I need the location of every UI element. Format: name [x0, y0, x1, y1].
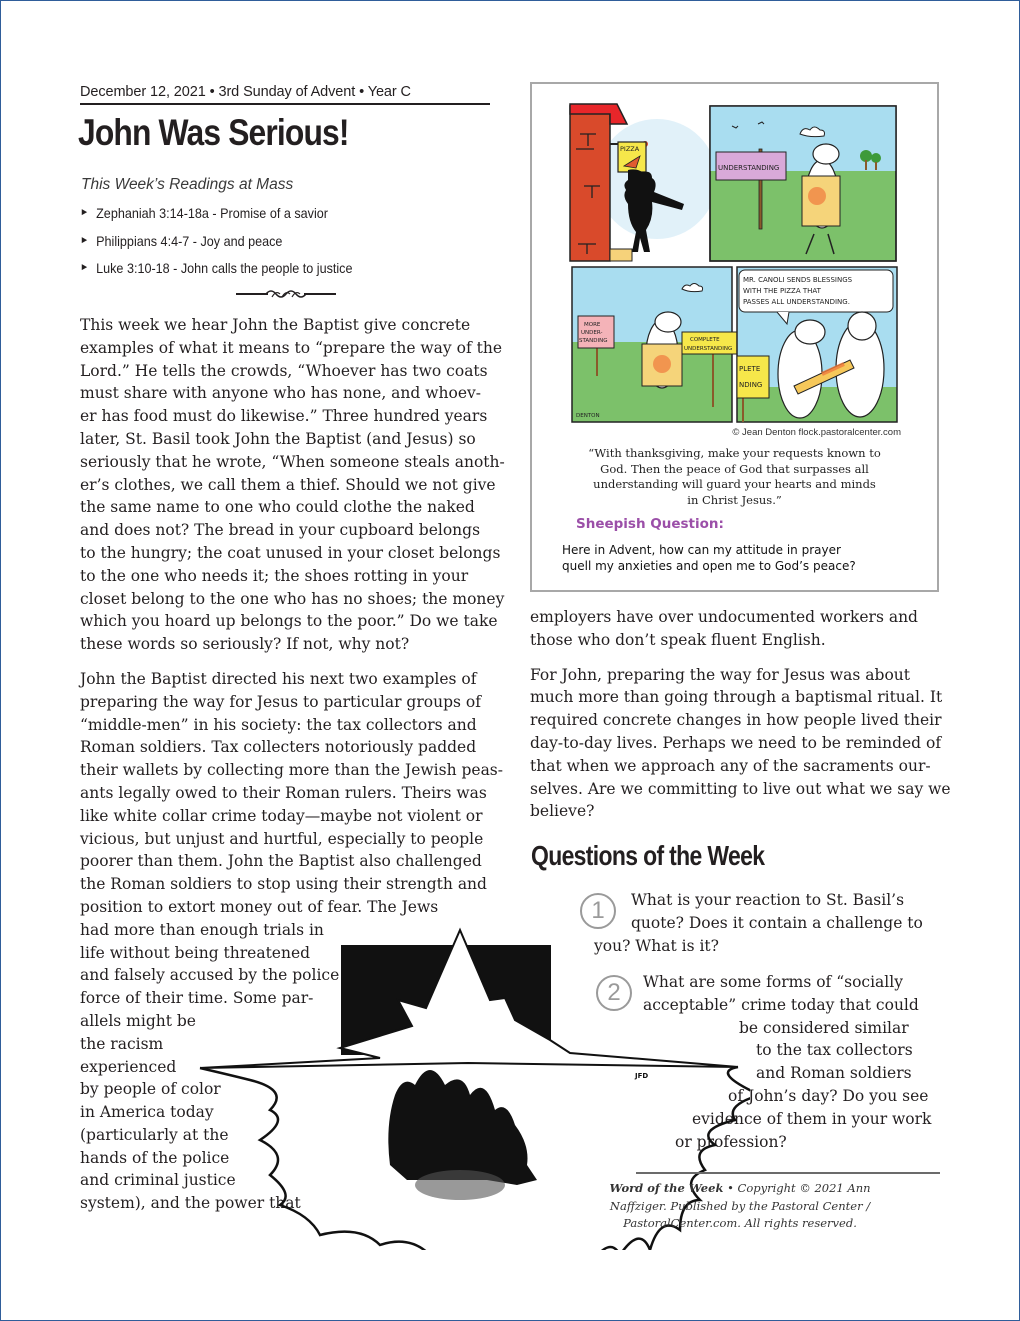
question-line: acceptable” crime today that could: [643, 995, 919, 1014]
text-line: position to extort money out of fear. The Jews: [80, 897, 439, 916]
text-line: and does not? The bread in your cupboard belongs: [80, 521, 481, 540]
comic-panel-2: [710, 106, 896, 261]
reading-item: [80, 258, 352, 286]
readings-list: [80, 203, 383, 286]
questions-heading: Questions of the Week: [531, 840, 765, 871]
question-1-number-icon: 1: [580, 893, 616, 929]
question-line: What is your reaction to St. Basil’s: [631, 891, 905, 909]
footer-divider: [636, 1172, 940, 1174]
reading-label: Zephaniah 3:14-18a - Promise of a savior: [96, 205, 328, 221]
text-line: had more than enough trials in: [80, 920, 324, 939]
pizza-sign-text: PIZZA: [620, 145, 640, 153]
question-line: evidence of them in your work: [692, 1109, 932, 1128]
verse-line: understanding will guard your hearts and minds: [593, 477, 876, 491]
holy-family-figures: [388, 1070, 537, 1200]
text-line: required concrete changes in how people lived their: [530, 711, 942, 730]
text-line: like white collar crime today—maybe not violent or: [80, 806, 483, 825]
scripture-verse: [562, 446, 907, 508]
article-right-column: [530, 606, 951, 835]
text-line: to the one who needs it; the shoes rotting in your: [80, 566, 469, 585]
question-line: of John’s day? Do you see: [728, 1086, 929, 1105]
question-2-number-icon: 2: [596, 975, 632, 1011]
text-line: hands of the police: [80, 1148, 230, 1167]
copyright-footer: [580, 1180, 900, 1233]
sheepish-question: [562, 542, 922, 574]
right-triangle-icon: ►: [80, 207, 89, 218]
text-line: those who don’t speak fluent English.: [530, 630, 826, 649]
understanding-sign-text: UNDERSTANDING: [718, 164, 780, 172]
comic-panel-1: [570, 104, 717, 261]
text-line: preparing the way for Jesus to particular groups of: [80, 692, 481, 711]
text-line: force of their time. Some par-: [80, 989, 314, 1008]
question-line: quote? Does it contain a challenge to: [631, 913, 923, 932]
right-triangle-icon: ►: [80, 262, 89, 273]
footer-copyright: • Copyright © 2021 Ann: [723, 1181, 871, 1195]
text-line: day-to-day lives. Perhaps we need to be reminded of: [530, 733, 942, 752]
text-line: and falsely accused by the police: [80, 966, 340, 985]
readings-heading: This Week’s Readings at Mass: [81, 176, 294, 193]
cartoon-credit: © Jean Denton flock.pastoralcenter.com: [732, 427, 901, 438]
text-line: allels might be: [80, 1011, 196, 1030]
comic-panel-3: [572, 267, 750, 422]
text-line: system), and the power that: [80, 1194, 301, 1213]
text-line: in America today: [80, 1103, 214, 1122]
text-line: Lord.” He tells the crowds, “Whoever has two coats: [80, 361, 488, 380]
text-line: much more than going through a baptismal ritual. It: [530, 688, 943, 707]
text-line: the racism: [80, 1034, 164, 1053]
page-title: John Was Serious!: [78, 112, 349, 153]
dateline: December 12, 2021 • 3rd Sunday of Advent • Year C: [80, 84, 490, 105]
cartoon-box: [530, 82, 939, 592]
text-line: the Roman soldiers to stop using their strength and: [80, 875, 487, 894]
article-paragraph-3: [530, 664, 951, 824]
text-line: (particularly at the: [80, 1125, 229, 1144]
text-line: must share with anyone who has none, and whoev-: [80, 384, 481, 403]
text-line: “middle-men” in his society: the tax collectors and: [80, 715, 477, 734]
text-line: For John, preparing the way for Jesus was about: [530, 665, 911, 684]
illustrator-signature: JFD: [635, 1072, 649, 1080]
question-line: or profession?: [675, 1132, 787, 1151]
question-line: be considered similar: [739, 1018, 909, 1037]
text-line: er’s clothes, we call them a thief. Should we not give: [80, 475, 496, 494]
verse-line: “With thanksgiving, make your requests known to: [588, 446, 881, 460]
text-line: to the hungry; the coat unused in your closet belongs: [80, 543, 501, 562]
text-line: their wallets by collecting more than the Jewish peas-: [80, 761, 504, 780]
question-line: you? What is it?: [594, 936, 719, 955]
text-line: seriously that he wrote, “When someone steals anoth-: [80, 452, 505, 471]
text-line: vicious, but unjust and hurtful, especially to people: [80, 829, 484, 848]
question-line: and Roman soldiers: [756, 1064, 912, 1083]
text-line: selves. Are we committing to live out what we say we: [530, 779, 951, 798]
text-line: John the Baptist directed his next two examples of: [80, 669, 477, 688]
text-line: that when we approach any of the sacraments our-: [530, 756, 931, 775]
partial-sign: PLETE NDING: [739, 365, 763, 389]
complete-understanding-sign: COMPLETE UNDERSTANDING: [684, 337, 733, 352]
text-line: experienced: [80, 1057, 177, 1076]
text-line: examples of what it means to “prepare the way of the: [80, 338, 502, 357]
question-line: quell my anxieties and open me to God’s peace?: [562, 559, 856, 573]
comic-panel-4: [737, 267, 897, 422]
text-line: later, St. Basil took John the Baptist (and Jesus) so: [80, 429, 476, 448]
text-line: which you hoard up belongs to the poor.” Do we take: [80, 612, 498, 631]
text-line: believe?: [530, 802, 595, 821]
text-line: er has food must do likewise.” Three hundred years: [80, 407, 488, 426]
article-paragraph-2-continued: [530, 606, 940, 652]
text-line: by people of color: [80, 1080, 221, 1099]
footer-line-1: [580, 1180, 900, 1198]
sheepish-question-heading: Sheepish Question:: [576, 516, 724, 532]
text-line: poorer than them. John the Baptist also challenged: [80, 852, 482, 871]
text-line: ants legally owed to their Roman rulers. Theirs was: [80, 783, 487, 802]
ornament-divider-icon: [236, 288, 336, 300]
reading-label: Philippians 4:4-7 - Joy and peace: [96, 232, 283, 249]
reading-item: [80, 203, 352, 231]
text-line: employers have over undocumented workers and: [530, 608, 918, 626]
more-understanding-sign: MORE UNDER- STANDING: [579, 322, 608, 344]
text-line: life without being threatened: [80, 943, 311, 962]
cartoonist-signature: DENTON: [576, 413, 600, 419]
article-paragraph-1: [80, 314, 505, 656]
footer-brand: Word of the Week: [609, 1181, 724, 1195]
text-line: and criminal justice: [80, 1171, 236, 1190]
text-line: Roman soldiers. Tax collecters notoriously padded: [80, 738, 477, 757]
comic-strip: [532, 84, 937, 429]
text-line: This week we hear John the Baptist give concrete: [80, 316, 471, 334]
question-line: What are some forms of “socially: [643, 973, 903, 991]
reading-item: [80, 231, 352, 259]
text-line: these words so seriously? If not, why not?: [80, 635, 410, 654]
reading-label: Luke 3:10-18 - John calls the people to justice: [96, 260, 353, 276]
footer-line-3: PastoralCenter.com. All rights reserved.: [623, 1216, 857, 1230]
text-line: closet belong to the one who has no shoes; the money: [80, 589, 505, 608]
verse-line: in Christ Jesus.”: [687, 492, 782, 507]
right-triangle-icon: ►: [80, 234, 89, 246]
footer-line-2: Naffziger. Published by the Pastoral Center /: [609, 1198, 871, 1213]
question-line: Here in Advent, how can my attitude in prayer: [562, 543, 841, 557]
speech-bubble: MR. CANOLI SENDS BLESSINGS WITH THE PIZZA THAT PASSES ALL UNDERSTANDING.: [743, 276, 853, 306]
verse-line: God. Then the peace of God that surpasses all: [600, 461, 869, 476]
text-line: the same name to one who could clothe the naked: [80, 498, 475, 517]
question-line: to the tax collectors: [756, 1041, 913, 1060]
